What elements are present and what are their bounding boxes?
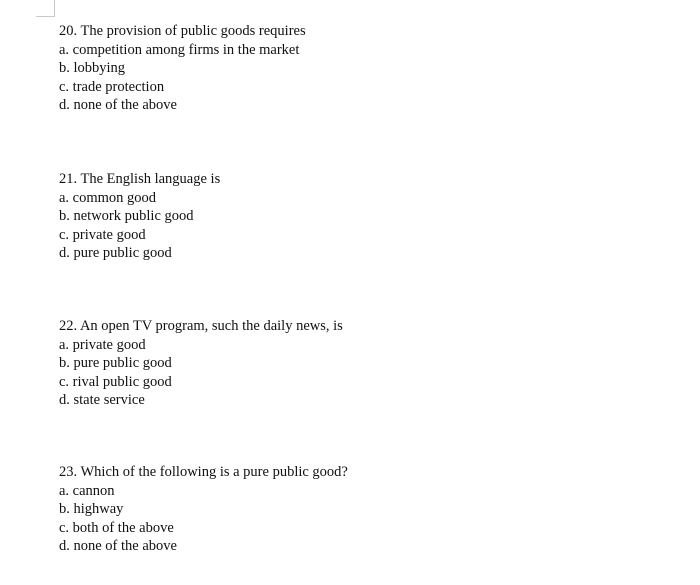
answer-option-b: b. pure public good [59,355,172,371]
answer-option-a: a. private good [59,336,146,353]
answer-option-d: d. none of the above [59,97,177,113]
question-stem: 20. The provision of public goods requires [59,23,306,39]
question-23 [59,463,348,556]
answer-option-d: d. pure public good [59,245,172,261]
answer-option-c: c. private good [59,226,146,243]
answer-option-b: b. network public good [59,208,194,224]
answer-option-a: a. competition among firms in the market [59,41,300,58]
question-21 [59,170,220,263]
question-20 [59,22,306,115]
answer-option-c: c. rival public good [59,373,172,390]
answer-option-d: d. none of the above [59,538,177,554]
question-stem: 22. An open TV program, such the daily news, is [59,318,343,334]
answer-option-b: b. highway [59,501,124,517]
answer-option-d: d. state service [59,392,145,408]
question-stem: 23. Which of the following is a pure public good? [59,464,348,480]
question-stem: 21. The English language is [59,171,221,187]
answer-option-a: a. common good [59,189,157,206]
answer-option-c: c. both of the above [59,519,174,536]
page-corner-mark [36,0,55,17]
answer-option-b: b. lobbying [59,60,126,76]
question-22 [59,317,343,410]
answer-option-a: a. cannon [59,482,115,499]
answer-option-c: c. trade protection [59,78,165,95]
